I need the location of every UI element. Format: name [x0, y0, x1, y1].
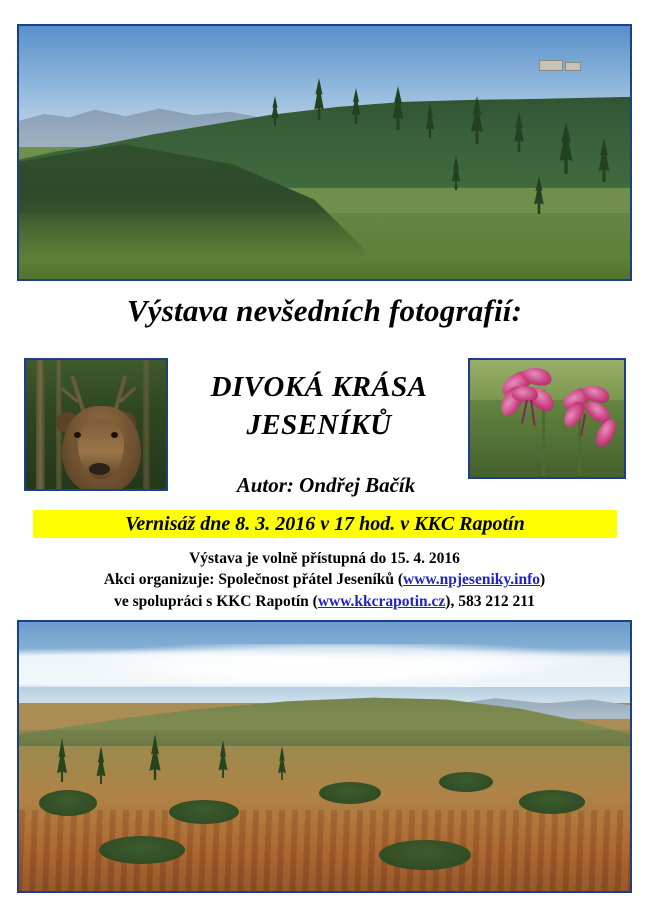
dwarf-pine-bush: [439, 772, 493, 792]
clouds-layer: [19, 644, 630, 687]
title-line-1: DIVOKÁ KRÁSA: [210, 371, 428, 403]
vernissage-highlight: Vernisáž dne 8. 3. 2016 v 17 hod. v KKC Rapotín: [33, 510, 617, 538]
dwarf-pine-bush: [519, 790, 585, 814]
dwarf-pine-bush: [379, 840, 471, 870]
photo-lily-flower: [468, 358, 626, 479]
info-block: [0, 548, 649, 612]
photo-lily-flower-canvas: [470, 360, 624, 477]
cooperation-suffix: ), 583 212 211: [445, 592, 535, 610]
cooperation-prefix: ve spolupráci s KKC Rapotín (: [114, 592, 318, 610]
photo-panoramic-ridge: [17, 24, 632, 281]
photo-red-deer: [24, 358, 168, 491]
organizer-suffix: ): [540, 571, 546, 589]
dwarf-pine-bush: [169, 800, 239, 824]
foreground-scrub-layer: [19, 213, 630, 279]
organizer-prefix: Akci organizuje: Společnost přátel Jeseníků (: [103, 571, 404, 589]
info-line-organizer: [0, 569, 649, 590]
dwarf-pine-bush: [39, 790, 97, 816]
deer-nose: [89, 463, 110, 475]
dwarf-pine-bush: [99, 836, 185, 864]
poster-heading: Výstava nevšedních fotografií:: [126, 293, 523, 328]
tree-trunk: [143, 360, 150, 489]
title-line-2: JESENÍKŮ: [246, 409, 392, 442]
info-line-cooperation: [0, 591, 649, 612]
dwarf-pine-bush: [319, 782, 381, 804]
exhibition-title: [176, 368, 462, 445]
tree-trunk: [36, 360, 45, 489]
photo-autumn-meadow-canvas: [19, 622, 630, 891]
mountain-hut: [539, 60, 563, 71]
author-line: Autor: Ondřej Bačík: [236, 473, 416, 497]
photo-autumn-meadow: [17, 620, 632, 893]
link-kkcrapotin[interactable]: www.kkcrapotin.cz: [317, 592, 446, 610]
mountain-hut-secondary: [565, 62, 581, 71]
photo-panoramic-ridge-canvas: [19, 26, 630, 279]
link-npjeseniky[interactable]: www.npjeseniky.info: [403, 571, 540, 589]
info-line-availability: Výstava je volně přístupná do 15. 4. 2016: [189, 550, 460, 567]
photo-red-deer-canvas: [26, 360, 166, 489]
